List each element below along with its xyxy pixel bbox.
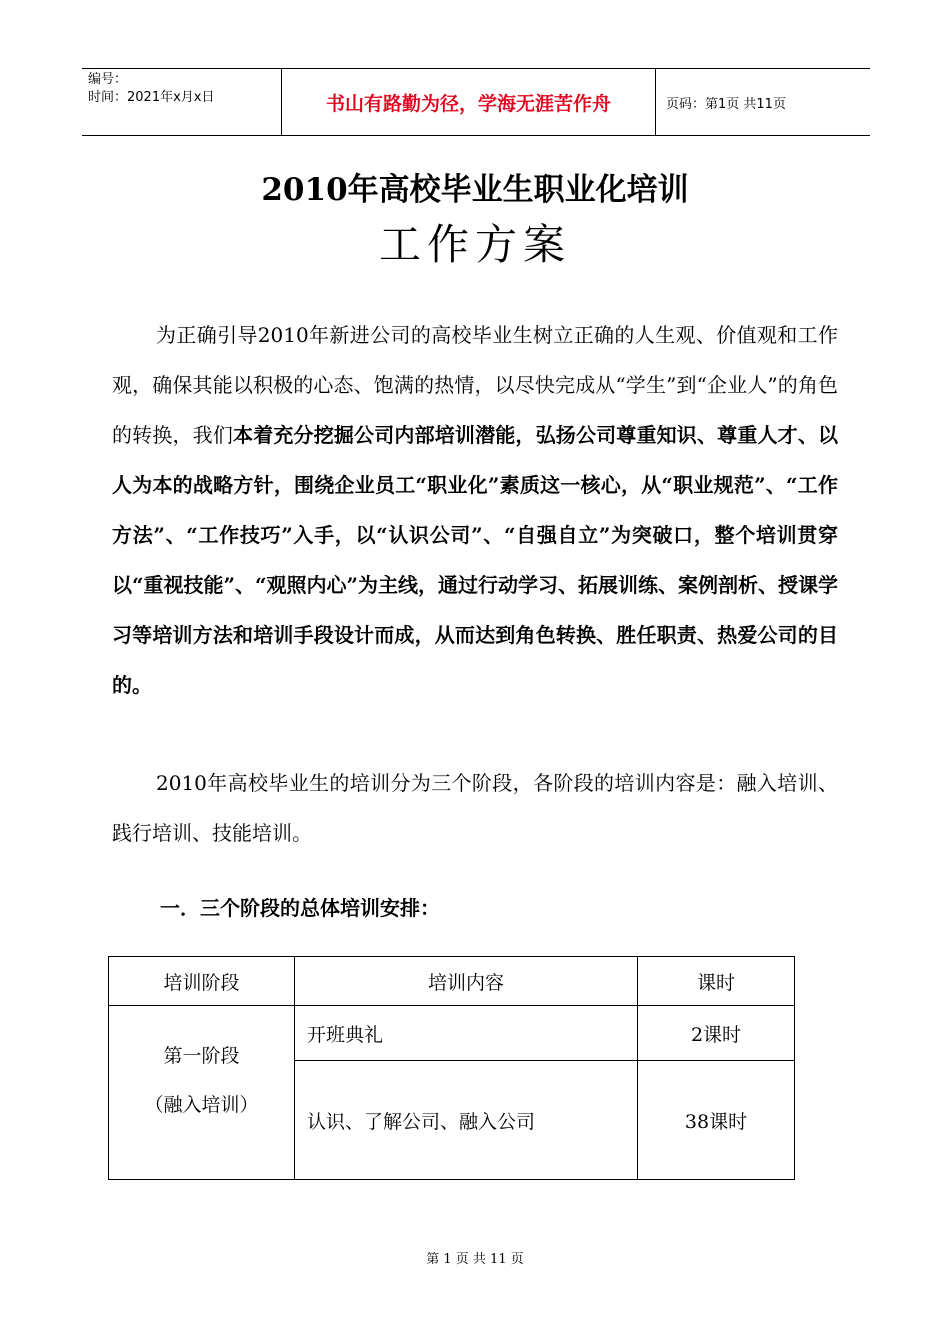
time-label: 时间：2021年x月x日 [88, 90, 215, 105]
header-hours: 课时 [638, 957, 795, 1006]
page-header [82, 68, 870, 136]
intro-paragraph [112, 310, 838, 710]
training-plan-table [108, 956, 795, 1180]
row-content: 开班典礼 [295, 1006, 638, 1061]
section-heading: 一．三个阶段的总体培训安排： [160, 896, 440, 920]
stage-name: 第一阶段 [163, 1044, 240, 1067]
document-title-line1: 2010年高校毕业生职业化培训 [261, 172, 689, 208]
number-label: 编号： [88, 72, 128, 87]
header-motto: 书山有路勤为径，学海无涯苦作舟 [282, 69, 656, 135]
stages-paragraph: 2010年高校毕业生的培训分为三个阶段，各阶段的培训内容是：融入培训、践行培训、技能培训。 [112, 771, 838, 845]
header-page-info: 页码：第1页 共11页 [666, 96, 786, 112]
page-footer: 第 1 页 共 11 页 [426, 1252, 524, 1267]
row-hours: 2课时 [638, 1006, 795, 1061]
stage-cell [109, 1006, 295, 1180]
table-header-row [109, 957, 795, 1006]
stage-subtitle: （融入培训） [144, 1093, 259, 1116]
intro-bold-text: 本着充分挖掘公司内部培训潜能，弘扬公司尊重知识、尊重人才、以人为本的战略方针，围绕企业员工“职业化”素质这一核心，从“职业规范”、“工作方法”、“工作技巧”入手，以“认识公司”、“自强自立”为突破口，整个培训贯穿以“重视技能”、“观照内心”为主线，通过行动学习、拓展训练、案例剖析、授课学习等培训方法和培训手段设计而成，从而达到角色转换、胜任职责、热爱公司的目的。 [112, 423, 839, 697]
intro-normal-text: 为正确引导2010年新进公司的高校毕业生树立正确的人生观、价值观和工作观，确保其能以积极的心态、饱满的热情，以尽快完成从“学生”到“企业人”的角色的转换，我们 [112, 323, 838, 447]
header-content: 培训内容 [295, 957, 638, 1006]
row-content: 认识、了解公司、融入公司 [295, 1061, 638, 1180]
table-row [109, 1006, 795, 1061]
header-stage: 培训阶段 [109, 957, 295, 1006]
document-title-line2: 工作方案 [378, 220, 571, 269]
header-meta [82, 69, 282, 135]
row-hours: 38课时 [638, 1061, 795, 1180]
